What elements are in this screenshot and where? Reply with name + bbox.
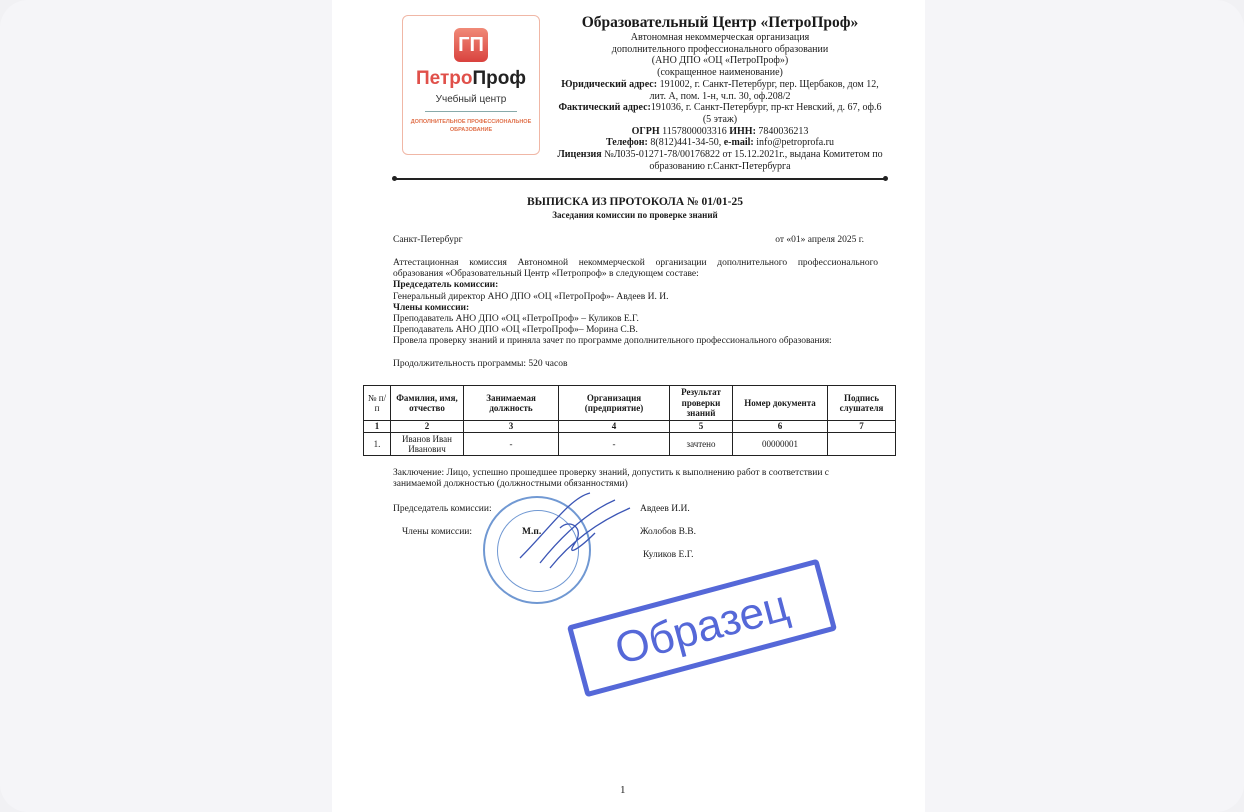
city: Санкт-Петербург xyxy=(393,235,463,245)
page-number: 1 xyxy=(620,784,626,796)
sig-members-label: Члены комиссии: xyxy=(402,527,473,537)
pp-monogram-icon: ГП xyxy=(454,28,488,62)
actual-address xyxy=(555,102,885,125)
conducted: Провела проверку знаний и приняла зачет по программе дополнительного профессионального образования: xyxy=(393,336,832,347)
col-header: Подпись слушателя xyxy=(828,386,896,421)
label: Юридический адрес: xyxy=(561,78,658,90)
chair: Генеральный директор АНО ДПО «ОЦ «ПетроПроф»- Авдеев И. И. xyxy=(393,291,669,302)
value: 191002, г. Санкт-Петербург, пер. Щербаков, дом 12, лит. А, пом. 1-н, ч.п. 30, оф.208/2 xyxy=(649,78,879,102)
divider-dot xyxy=(392,176,397,181)
sig-member: Жолобов В.В. xyxy=(640,527,697,537)
table-row xyxy=(364,433,896,456)
protocol-subtitle: Заседания комиссии по проверке знаний xyxy=(552,210,718,220)
document-title xyxy=(380,196,890,220)
logo-brand-part2: Проф xyxy=(472,68,526,89)
chair-heading: Председатель комиссии: xyxy=(393,280,499,291)
value: 191036, г. Санкт-Петербург, пр-кт Невский, д. 67, оф.6 (5 этаж) xyxy=(650,102,882,125)
commission-section xyxy=(393,258,878,370)
member: Преподаватель АНО ДПО «ОЦ «ПетроПроф» – Куликов Е.Г. xyxy=(393,314,639,325)
contacts xyxy=(555,137,885,149)
value: 8(812)441-34-50, xyxy=(647,137,724,149)
cell xyxy=(828,433,896,456)
table-header xyxy=(364,386,896,421)
company-logo xyxy=(402,15,540,155)
cell: 00000001 xyxy=(733,433,828,456)
col-number: 3 xyxy=(464,421,559,433)
label: Телефон: xyxy=(605,137,648,149)
duration: Продолжительность программы: 520 часов xyxy=(393,358,568,369)
value: №Л035-01271-78/00176822 от 15.12.2021г., выдана Комитетом по образованию г.Санкт-Петербурга xyxy=(601,149,883,172)
col-header: Результат проверки знаний xyxy=(670,386,733,421)
col-number: 1 xyxy=(364,421,391,433)
logo-subtitle: Учебный центр xyxy=(435,94,507,105)
col-header: Номер документа xyxy=(733,386,828,421)
label: ОГРН xyxy=(631,125,660,137)
intro: Аттестационная комиссия Автономной некоммерческой организации дополнительного профессионального образования «Образовательный Центр «Петропроф» в следующем составе: xyxy=(393,258,878,280)
cell: Иванов Иван Иванович xyxy=(391,433,464,456)
cell: - xyxy=(559,433,670,456)
sig-chair-name: Авдеев И.И. xyxy=(640,504,690,514)
sample-watermark-stamp: Образец xyxy=(567,559,837,698)
value: info@petroprofa.ru xyxy=(753,137,835,149)
logo-divider xyxy=(425,111,517,112)
value: 1157800003316 xyxy=(659,125,730,137)
col-number: 6 xyxy=(733,421,828,433)
divider-dot xyxy=(883,176,888,181)
org-line: Автономная некоммерческая организация xyxy=(630,32,810,43)
col-header: Занимаемая должность xyxy=(464,386,559,421)
cell: зачтено xyxy=(670,433,733,456)
org-line: дополнительного профессионального образовании xyxy=(611,43,829,55)
col-number: 5 xyxy=(670,421,733,433)
conclusion: Заключение: Лицо, успешно прошедшее проверку знаний, допустить к выполнению работ в соответствии с занимаемой должностью (должностными обязанностями) xyxy=(393,468,830,490)
col-number: 2 xyxy=(391,421,464,433)
sig-chair-label: Председатель комиссии: xyxy=(393,504,492,514)
results-table xyxy=(363,385,896,456)
members-heading: Члены комиссии: xyxy=(393,302,470,313)
logo-tagline: ДОПОЛНИТЕЛЬНОЕ ПРОФЕССИОНАЛЬНОЕ ОБРАЗОВАНИЕ xyxy=(410,119,532,133)
sig-member: Куликов Е.Г. xyxy=(643,550,694,560)
header-divider xyxy=(395,178,885,180)
label: ИНН: xyxy=(729,125,756,137)
letterhead xyxy=(555,14,885,172)
col-header: Фамилия, имя, отчество xyxy=(391,386,464,421)
org-title: Образовательный Центр «ПетроПроф» xyxy=(581,14,859,31)
cell: - xyxy=(464,433,559,456)
legal-address xyxy=(555,79,885,102)
handwritten-signature xyxy=(500,488,640,578)
label: Фактический адрес: xyxy=(558,102,651,114)
value: 7840036213 xyxy=(755,125,809,137)
column-numbers xyxy=(364,421,896,433)
protocol-title: ВЫПИСКА ИЗ ПРОТОКОЛА № 01/01-25 xyxy=(526,196,743,208)
ogrn-inn xyxy=(555,126,885,138)
license xyxy=(555,149,885,172)
col-number: 7 xyxy=(828,421,896,433)
date: от «01» апреля 2025 г. xyxy=(775,235,864,245)
logo-brand-part1: Петро xyxy=(416,68,473,89)
col-number: 4 xyxy=(559,421,670,433)
col-header: Организация (предприятие) xyxy=(559,386,670,421)
col-header: № п/п xyxy=(364,386,391,421)
cell: 1. xyxy=(364,433,391,456)
member: Преподаватель АНО ДПО «ОЦ «ПетроПроф»– Морина С.В. xyxy=(393,325,638,336)
seal-mark: М.п. xyxy=(522,527,542,537)
label: Лицензия xyxy=(557,149,602,161)
org-line: (АНО ДПО «ОЦ «ПетроПроф») xyxy=(651,55,789,67)
label: e-mail: xyxy=(723,137,754,149)
org-line: (сокращенное наименование) xyxy=(657,67,783,79)
